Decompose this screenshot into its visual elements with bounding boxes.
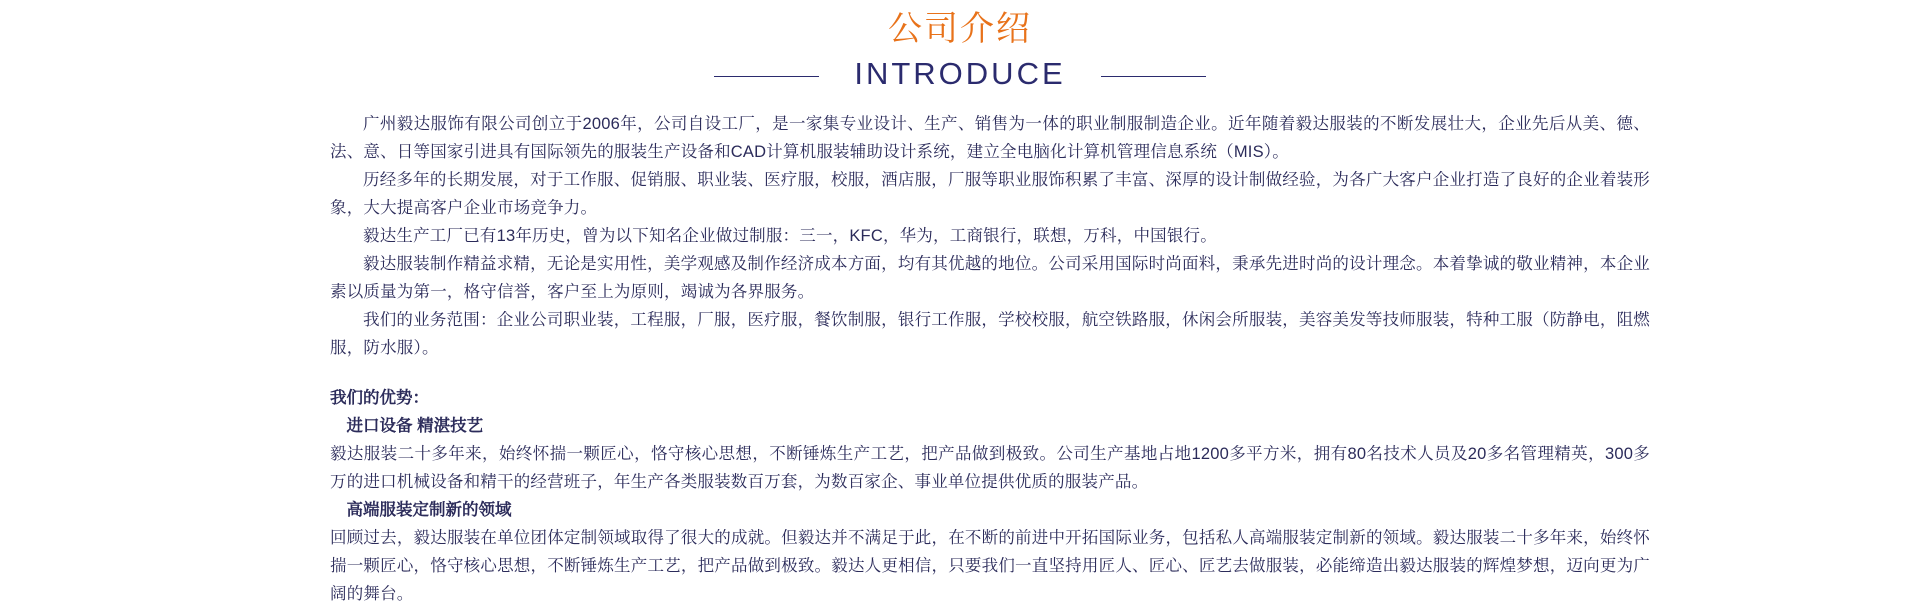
advantage-body: 毅达服装二十多年来，始终怀揣一颗匠心，恪守核心思想，不断锤炼生产工艺，把产品做到极致。公司生产基地占地1200多平方米，拥有80名技术人员及20多名管理精英，300多万的进口机械设备和精干的经营班子，年生产各类服装数百万套，为数百家企、事业单位提供优质的服装产品。 [330,445,1650,491]
intro-paragraph: 我们的业务范围：企业公司职业装，工程服，厂服，医疗服，餐饮制服，银行工作服，学校校服，航空铁路服，休闲会所服装，美容美发等技师服装，特种工服（防静电，阻燃服，防水服）。 [330,311,1650,357]
title-divider-left [714,76,819,77]
page-title-en-wrapper [814,54,1105,94]
page-title-en: INTRODUCE [854,56,1066,91]
content-body [210,110,1710,608]
intro-paragraph: 历经多年的长期发展，对于工作服、促销服、职业装、医疗服，校服，酒店服，厂服等职业服饰积累了丰富、深厚的设计制做经验，为各广大客户企业打造了良好的企业着装形象，大大提高客户企业市场竞争力。 [330,171,1650,217]
section-spacer [330,362,1650,384]
intro-paragraph: 毅达服装制作精益求精，无论是实用性，美学观感及制作经济成本方面，均有其优越的地位。公司采用国际时尚面料，秉承先进时尚的设计理念。本着挚诚的敬业精神，本企业素以质量为第一，格守信誉，客户至上为原则，竭诚为各界服务。 [330,255,1650,301]
intro-paragraph: 广州毅达服饰有限公司创立于2006年，公司自设工厂，是一家集专业设计、生产、销售为一体的职业制服制造企业。近年随着毅达服装的不断发展壮大，企业先后从美、德、法、意、日等国家引进具有国际领先的服装生产设备和CAD计算机服装辅助设计系统，建立全电脑化计算机管理信息系统（MIS）。 [330,115,1650,161]
advantage-subtitle: 高端服装定制新的领域 [346,501,512,519]
page-title-cn: 公司介绍 [888,10,1032,48]
page-header [0,0,1920,94]
advantages-title: 我们的优势： [330,389,429,407]
advantage-body: 回顾过去，毅达服装在单位团体定制领域取得了很大的成就。但毅达并不满足于此，在不断的前进中开拓国际业务，包括私人高端服装定制新的领域。毅达服装二十多年来，始终怀揣一颗匠心，恪守核心思想，不断锤炼生产工艺，把产品做到极致。毅达人更相信，只要我们一直坚持用匠人、匠心、匠艺去做服装，必能缔造出毅达服装的辉煌梦想，迈向更为广阔的舞台。 [330,529,1650,603]
intro-paragraph: 毅达生产工厂已有13年历史，曾为以下知名企业做过制服：三一，KFC，华为，工商银行，联想，万科，中国银行。 [363,227,1217,245]
title-divider-right [1101,76,1206,77]
advantage-subtitle: 进口设备 精湛技艺 [346,417,484,435]
